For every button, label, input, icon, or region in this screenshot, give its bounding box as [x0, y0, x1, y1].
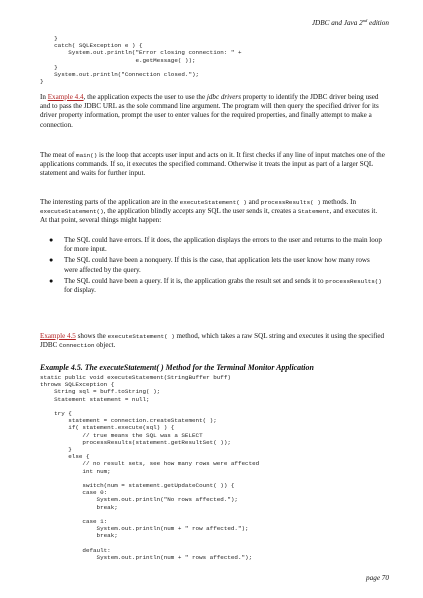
para1-text-1: In — [40, 93, 48, 101]
header-title-sup: nd — [362, 18, 368, 23]
para3-text-1: The interesting parts of the application are in the — [40, 198, 180, 206]
paragraph-example-4-5 — [40, 332, 385, 350]
list-item — [40, 277, 385, 295]
para1-text-3: property to identify the JDBC driver being used and to pass the JDBC URL as the sole command line argument. The program will then query the specified driver for its driver property information, prompt the user to enter values for the required properties, and finally attempt to make a connection. — [40, 93, 379, 129]
code-block-example: static public void executeStatement(StringBuffer buff) throws SQLException { String sql = buff.toString( ); Statement statement = null; try { statement = connection.createStatement( ); if( statement.execute(sql) ) { // true means the SQL was a SELECT processResults(statement.getResultSet( )); } else { // no result sets, see how many rows were affected int num; switch(num = statement.getUpdateCount( )) { case 0: System.out.println("No rows affected."); break; case 1: System.out.println(num + " row affected."); break; default: System.out.println(num + " rows affected."); — [40, 374, 260, 562]
bullet-icon: ● — [49, 276, 54, 285]
para3-code-1: executeStatement( ) — [179, 199, 247, 206]
header-title-suffix: edition — [367, 19, 389, 27]
example-4-4-link[interactable]: Example 4.4 — [47, 93, 84, 101]
para4-text-3: object. — [94, 341, 116, 350]
para1-emphasis: jdbc drivers — [206, 93, 241, 101]
para2-text-1: The meat of — [40, 151, 77, 159]
bullet-list — [40, 236, 385, 297]
code-block-top: } catch( SQLException e ) { System.out.println("Error closing connection: " + e.getMessage( )); } System.out.println("Connection closed."); } — [40, 35, 242, 86]
paragraph-main-loop — [40, 151, 385, 179]
para2-text-2: is the loop that accepts user input and acts on it. It first checks if any line of input matches one of the applications commands. If so, it executes the specified command. Otherwise it treats the input as part of a larger SQL statement and waits for further input. — [40, 151, 385, 178]
bullet-2-text: The SQL could have been a nonquery. If this is the case, that application lets the user know how many rows were affected by the query. — [64, 256, 370, 274]
para2-code-main: main() — [76, 152, 98, 159]
para1-text-2: , the application expects the user to use the — [83, 93, 207, 101]
para4-text-2: method, which takes a raw SQL string and executes it using the specified JDBC — [40, 332, 385, 350]
page-number: page 70 — [366, 574, 389, 582]
para4-code-1: executeStatement( ) — [107, 333, 175, 340]
para3-text-4: , the application blindly accepts any SQL the user sends it, creates a — [103, 207, 298, 216]
bullet-3-text-2: for display. — [64, 286, 96, 295]
header-title-prefix: JDBC and Java 2 — [311, 19, 363, 27]
para3-code-4: Statement — [297, 208, 330, 216]
example-4-5-link[interactable]: Example 4.5 — [40, 332, 76, 340]
para3-text-5: , and executes it. At that point, several things might happen: — [40, 207, 378, 225]
bullet-1-text: The SQL could have errors. If it does, the application displays the errors to the user and returns to the main loop for more input. — [64, 236, 382, 254]
example-title: Example 4.5. The executeStatement( ) Method for the Terminal Monitor Application — [40, 363, 314, 372]
para4-code-2: Connection — [59, 342, 95, 350]
list-item — [40, 256, 385, 274]
bullet-3-text-1: The SQL could have been a query. If it is, the application grabs the result set and sends it to — [64, 276, 326, 285]
para3-code-2: processResults( ) — [260, 199, 321, 206]
bullet-icon: ● — [49, 256, 54, 265]
running-header — [312, 18, 389, 27]
bullet-icon: ● — [49, 236, 54, 244]
bullet-3-code: processResults() — [325, 277, 382, 285]
para3-code-3: executeStatement() — [40, 208, 104, 216]
list-item — [40, 236, 385, 254]
paragraph-interesting-parts — [40, 198, 385, 226]
paragraph-example-4-4 — [40, 93, 385, 130]
para4-text-1: shows the — [75, 332, 108, 340]
para3-text-2: and — [246, 198, 261, 206]
para3-text-3: methods. In — [320, 198, 357, 206]
